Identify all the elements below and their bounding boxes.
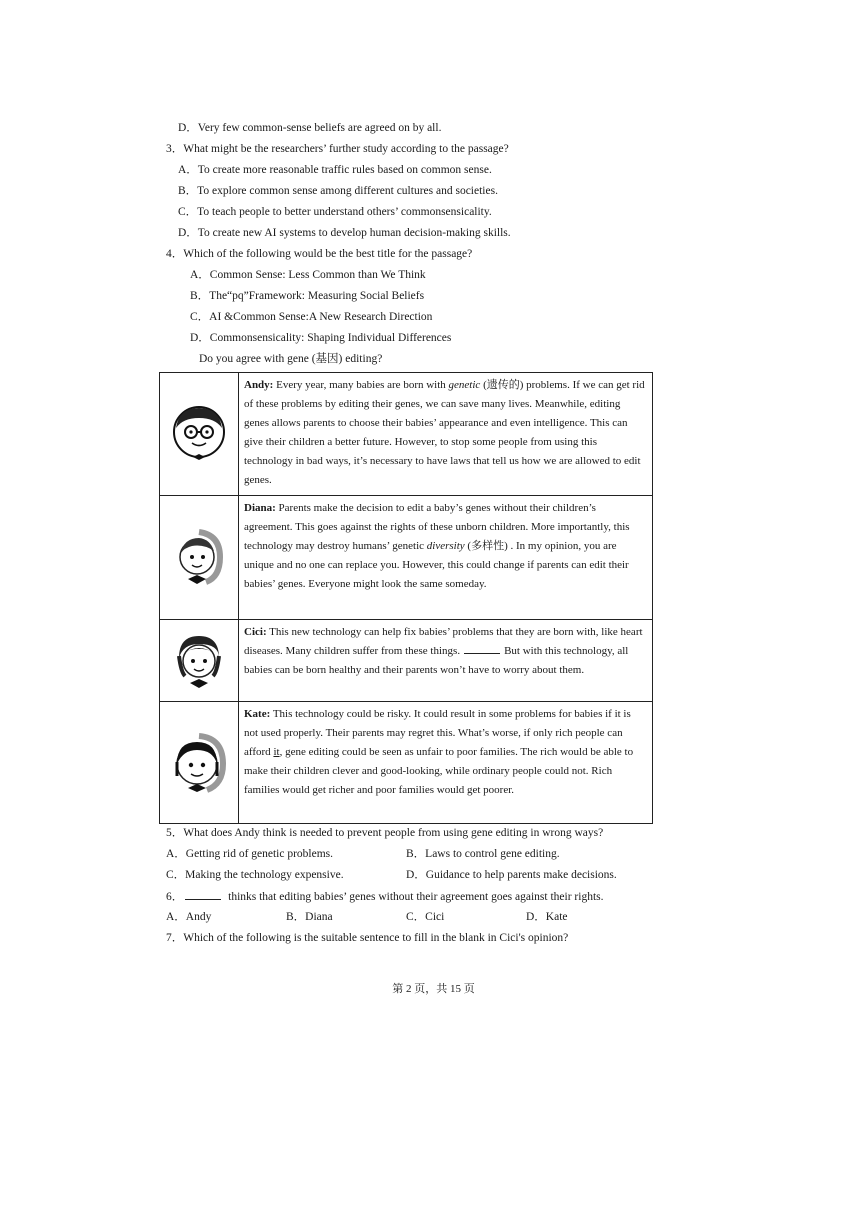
q3-option-c: C．To teach people to better understand others’ commonsensicality. <box>178 206 492 218</box>
cici-avatar-icon <box>173 632 225 690</box>
passage-intro: Do you agree with gene (基因) editing? <box>199 353 383 365</box>
opinions-table <box>159 372 653 824</box>
q6-option-c: C．Cici <box>406 911 445 923</box>
opinion-row-cici <box>160 620 653 702</box>
diana-avatar-icon <box>174 529 224 587</box>
speaker-andy: Andy: <box>244 379 274 391</box>
q5-option-d: D．Guidance to help parents make decisions. <box>406 869 617 881</box>
opinion-row-diana <box>160 496 653 620</box>
q3-option-b: B．To explore common sense among different cultures and societies. <box>178 185 498 197</box>
q7-stem: 7．Which of the following is the suitable sentence to fill in the blank in Cici's opinion? <box>166 932 569 944</box>
q5-stem: 5．What does Andy think is needed to prevent people from using gene editing in wrong ways? <box>166 827 604 839</box>
opinion-kate: Kate: This technology could be risky. It could result in some problems for babies if it is not used properly. Their parents may regret this. What’s worse, if only rich people can afford it, gene editing could be seen as unfair to poor families. The rich would be able to make their children clever and good-looking, while ordinary people could not. Rich families would get richer and poor families would get poorer. <box>239 702 653 824</box>
q6-option-d: D．Kate <box>526 911 568 923</box>
q6-option-a: A．Andy <box>166 911 212 923</box>
speaker-cici: Cici: <box>244 626 267 638</box>
q5-option-c: C．Making the technology expensive. <box>166 869 344 881</box>
q5-option-b: B．Laws to control gene editing. <box>406 848 560 860</box>
q6-answer-blank <box>185 889 221 900</box>
q4-option-b: B．The“pq”Framework: Measuring Social Beliefs <box>190 290 425 302</box>
kate-avatar-icon <box>171 732 227 794</box>
speaker-diana: Diana: <box>244 502 276 514</box>
opinion-row-andy <box>160 373 653 496</box>
cici-answer-blank <box>464 643 500 654</box>
q6-stem: 6． thinks that editing babies’ genes without their agreement goes against their rights. <box>166 891 604 903</box>
opinion-diana: Diana: Parents make the decision to edit a baby’s genes without their children’s agreement. This goes against the rights of these unborn children. More importantly, this technology may destroy humans’ genetic diversity (多样性) . In my opinion, you are unique and no one can replace you. However, this could change if parents can edit their babies’ genes. Everyone might look the same someday. <box>239 496 653 620</box>
q3-option-a: A．To create more reasonable traffic rules based on common sense. <box>178 164 492 176</box>
q3-option-d: D．To create new AI systems to develop human decision-making skills. <box>178 227 511 239</box>
q4-option-a: A．Common Sense: Less Common than We Think <box>190 269 426 281</box>
opinion-row-kate <box>160 702 653 824</box>
q4-stem: 4．Which of the following would be the best title for the passage? <box>166 248 473 260</box>
page-footer: 第 2 页，共 15 页 <box>392 983 475 995</box>
opinion-andy: Andy: Every year, many babies are born with genetic (遗传的) problems. If we can get rid of these problems by editing their genes, we can save many lives. Meanwhile, editing genes allows parents to choose their babies’ appearance and even intelligence. This can give their children a better future. However, to stop some people from using this technology in bad ways, it’s necessary to have laws that tell us how we are allowed to edit genes. <box>239 373 653 496</box>
andy-avatar-icon <box>171 404 227 464</box>
q6-option-b: B．Diana <box>286 911 333 923</box>
q4-option-c: C．AI &Common Sense:A New Research Direction <box>190 311 433 323</box>
q2-option-d: D．Very few common-sense beliefs are agreed on by all. <box>178 122 442 134</box>
q4-option-d: D．Commonsensicality: Shaping Individual Differences <box>190 332 452 344</box>
q3-stem: 3．What might be the researchers’ further study according to the passage? <box>166 143 509 155</box>
q5-option-a: A．Getting rid of genetic problems. <box>166 848 334 860</box>
opinion-cici: Cici: This new technology can help fix babies’ problems that they are born with, like heart diseases. Many children suffer from these things. But with this technology, all babies can be born healthy and their parents won’t have to worry about them. <box>239 620 653 702</box>
speaker-kate: Kate: <box>244 708 271 720</box>
